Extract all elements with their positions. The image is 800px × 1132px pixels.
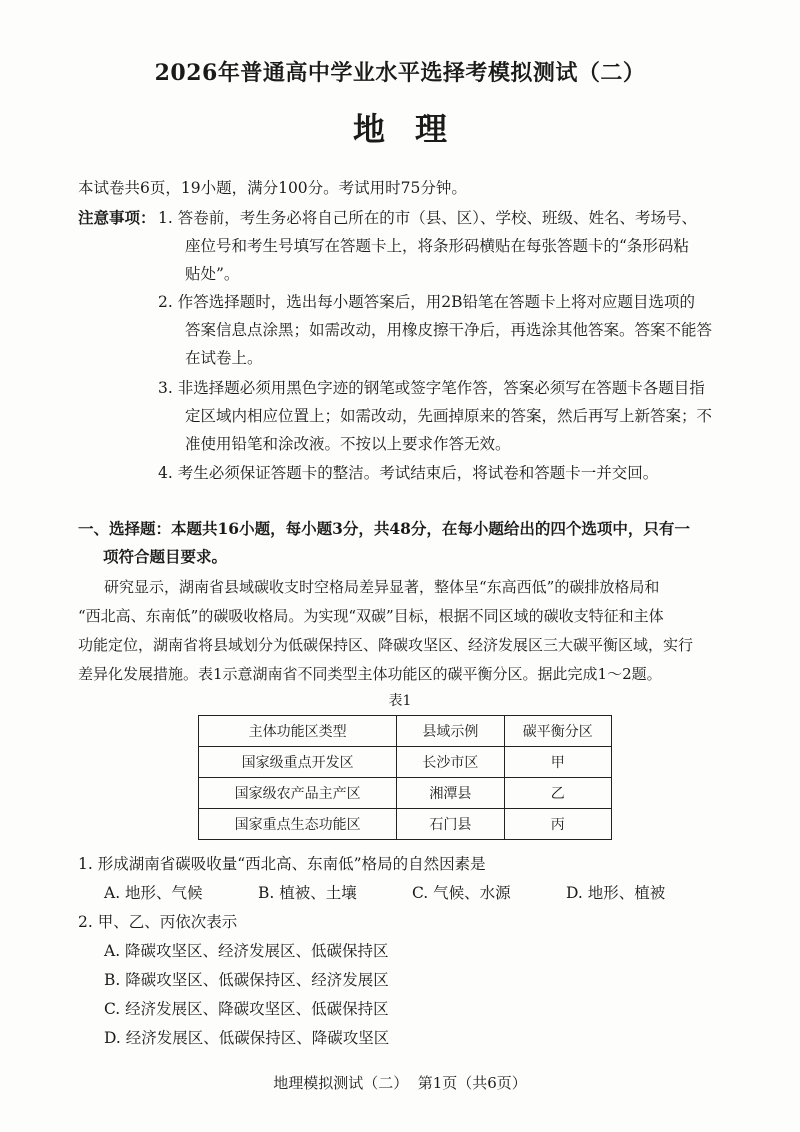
question-2-option-a: A. 降碳攻坚区、经济发展区、低碳保持区 — [104, 942, 389, 960]
table-cell: 国家级重点开发区 — [199, 747, 397, 778]
table-cell: 丙 — [504, 809, 611, 840]
table-row — [199, 778, 612, 809]
table-header-cell: 碳平衡分区 — [504, 716, 611, 747]
table-cell: 乙 — [504, 778, 611, 809]
note-1-line-3: 贴处”。 — [185, 265, 240, 283]
question-2-stem: 2. 甲、乙、丙依次表示 — [78, 913, 238, 931]
exam-title: 2026年普通高中学业水平选择考模拟测试（二） — [154, 60, 646, 86]
note-2-line-1: 2. 作答选择题时，选出每小题答案后，用2B铅笔在答题卡上将对应题目选项的 — [158, 293, 695, 311]
table-header-row — [199, 716, 612, 747]
passage-line-1: 研究显示，湖南省县域碳收支时空格局差异显著，整体呈“东高西低”的碳排放格局和 — [104, 578, 660, 596]
section-1-heading: 一、选择题：本题共16小题，每小题3分，共48分，在每小题给出的四个选项中，只有一 — [78, 519, 690, 538]
question-2-option-b: B. 降碳攻坚区、低碳保持区、经济发展区 — [104, 971, 389, 989]
question-1-stem: 1. 形成湖南省碳吸收量“西北高、东南低”格局的自然因素是 — [78, 855, 486, 873]
table-cell: 长沙市区 — [397, 747, 504, 778]
note-4-line-1: 4. 考生必须保证答题卡的整洁。考试结束后，将试卷和答题卡一并交回。 — [158, 464, 659, 482]
question-2-option-d: D. 经济发展区、低碳保持区、降碳攻坚区 — [104, 1029, 390, 1047]
note-1-line-2: 座位号和考生号填写在答题卡上，将条形码横贴在每张答题卡的“条形码粘 — [185, 237, 689, 255]
subject-title: 地理 — [352, 110, 477, 148]
note-2-line-2: 答案信息点涂黑；如需改动，用橡皮擦干净后，再选涂其他答案。答案不能答 — [185, 321, 713, 339]
question-1-option-a: A. 地形、气候 — [104, 884, 203, 902]
passage-line-2: “西北高、东南低”的碳吸收格局。为实现“双碳”目标，根据不同区域的碳收支特征和主体 — [78, 607, 664, 625]
table-cell: 甲 — [504, 747, 611, 778]
table-cell: 石门县 — [397, 809, 504, 840]
passage-line-3: 功能定位，湖南省将县域划分为低碳保持区、降碳攻坚区、经济发展区三大碳平衡区域，实行 — [78, 636, 694, 654]
note-3-line-1: 3. 非选择题必须用黑色字迹的钢笔或签字笔作答，答案必须写在答题卡各题目指 — [158, 379, 705, 397]
question-1-option-b: B. 植被、土壤 — [258, 884, 357, 902]
notes-label: 注意事项： — [78, 208, 156, 227]
note-3-line-2: 定区域内相应位置上；如需改动，先画掉原来的答案，然后再写上新答案；不 — [185, 407, 713, 425]
table-cell: 国家重点生态功能区 — [199, 809, 397, 840]
note-2-line-3: 在试卷上。 — [185, 349, 263, 367]
note-1-line-1: 1. 答卷前，考生务必将自己所在的市（县、区）、学校、班级、姓名、考场号、 — [158, 209, 697, 227]
passage-line-4: 差异化发展措施。表1示意湖南省不同类型主体功能区的碳平衡分区。据此完成1～2题。 — [78, 665, 662, 683]
exam-intro: 本试卷共6页，19小题，满分100分。考试用时75分钟。 — [78, 179, 467, 197]
table-header-cell: 主体功能区类型 — [199, 716, 397, 747]
table-cell: 湘潭县 — [397, 778, 504, 809]
page-footer: 地理模拟测试（二） 第1页（共6页） — [273, 1074, 527, 1092]
question-1-option-d: D. 地形、植被 — [566, 884, 666, 902]
note-3-line-3: 准使用铅笔和涂改液。不按以上要求作答无效。 — [185, 435, 511, 453]
table-cell: 国家级农产品主产区 — [199, 778, 397, 809]
question-2-option-c: C. 经济发展区、降碳攻坚区、低碳保持区 — [104, 1000, 389, 1018]
table-row — [199, 809, 612, 840]
section-1-heading-cont: 项符合题目要求。 — [103, 547, 228, 566]
question-1-option-c: C. 气候、水源 — [412, 884, 511, 902]
table-header-cell: 县域示例 — [397, 716, 504, 747]
carbon-balance-table — [198, 715, 612, 840]
table-row — [199, 747, 612, 778]
table-caption: 表1 — [388, 693, 412, 709]
